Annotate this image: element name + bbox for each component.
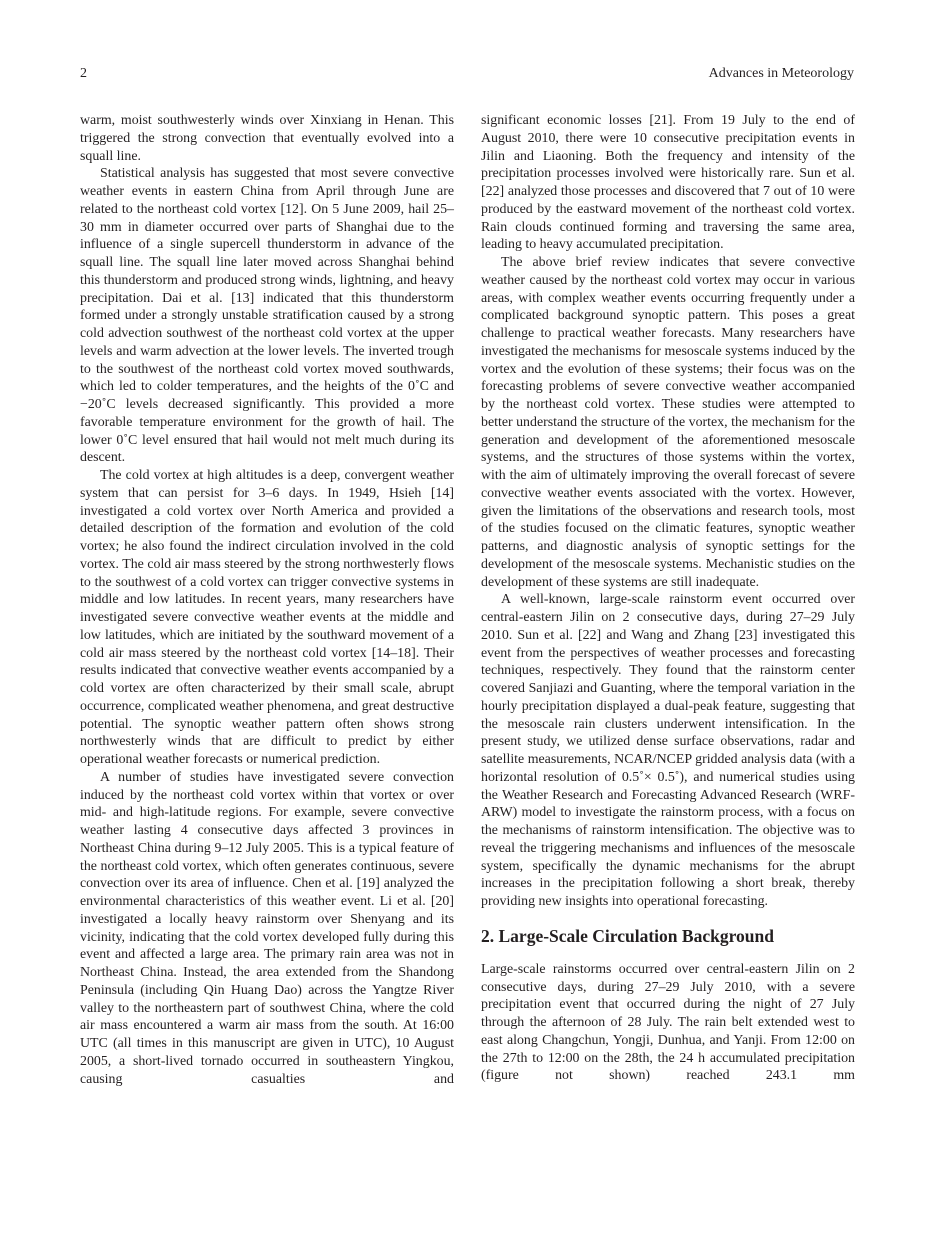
- paragraph: A number of studies have investigated severe convection induced by the northeast cold vortex within that vortex or over mid- and high-latitude regions. For example, severe convective weather lasting 4 consecutive days affected 3 provinces in Northeast China during 9–12 July 2005. This is a typical feature of the northeast cold vortex, which often generates continuous, severe convection over its area of influence. Chen et al. [19] analyzed the environmental characteristics of this weather event. Li et al. [20] investigated a locally heavy rainstorm over Shenyang and its vicinity, indicating that the cold vortex developed fully during this event and affected a large area. The primary rain area was not in Northeast China. Instead, the area extended from the Shandong Peninsula (including Qin Huang Dao) across the Yangtze River valley to the northeastern part of southwest China, where the cold air mass encountered a warm air mass from the south. At 16:00 UTC (all times in this manuscript are given in UTC), 10 August 2005, a short-lived tornado occurred in southeastern Yingkou, causing casualties and: [80, 769, 454, 1087]
- paragraph: Statistical analysis has suggested that most severe convective weather events in eastern China from April through June are related to the northeast cold vortex [12]. On 5 June 2009, hail 25–30 mm in diameter occurred over parts of Shanghai due to the influence of a single supercell thunderstorm in advance of the squall line. The squall line later moved across Shanghai behind this thunderstorm and produced strong winds, lightning, and heavy precipitation. Dai et al. [13] indicated that this thunderstorm formed under a strongly unstable stratification caused by a strong cold advection southwest of the northeast cold vortex at the upper levels and warm advection at the lower levels. The inverted trough to the southwest of the northeast cold vortex moved southwards, which led to colder temperatures, and the heights of the 0˚C and −20˚C levels decreased significantly. This provided a more favorable temperature environment for the growth of hail. The lower 0˚C level ensured that hail would not melt much during its descent.: [80, 166, 454, 466]
- paragraph: warm, moist southwesterly winds over Xinxiang in Henan. This triggered the strong convection that eventually evolved into a squall line.: [80, 113, 454, 164]
- paragraph: A well-known, large-scale rainstorm event occurred over central-eastern Jilin on 2 consecutive days, during 27–29 July 2010. Sun et al. [22] and Wang and Zhang [23] investigated this event from the perspectives of weather processes and forecasting techniques, respectively. They found that the rainstorm center covered Sanjiazi and Guanting, where the temporal variation in the hourly precipitation displayed a dual-peak feature, suggesting that the mesoscale rain clusters underwent intensification. In the present study, we utilized dense surface observations, radar and satellite measurements, NCAR/NCEP gridded analysis data (with a horizontal resolution of 0.5˚× 0.5˚), and numerical studies using the Weather Research and Forecasting Advanced Research (WRF-ARW) model to investigate the rainstorm process, with a focus on the mechanisms of rainstorm intensification. The objective was to reveal the triggering mechanisms and influences of the mesoscale system, specifically the dynamic mechanisms for the abrupt increases in the precipitation following a short break, thereby providing new insights into operational forecasting.: [481, 592, 855, 909]
- paragraph: Large-scale rainstorms occurred over central-eastern Jilin on 2 consecutive days, during 27–29 July 2010, with a severe precipitation event that occurred during the night of 27 July through the afternoon of 28 July. The rain belt extended west to east along Changchun, Yongji, Dunhua, and Yanji. From 12:00 on the 27th to 12:00 on the 28th, the 24 h accumulated precipitation (figure not shown) reached 243.1 mm: [481, 961, 855, 1084]
- paragraph: The above brief review indicates that severe convective weather caused by the northeast cold vortex may occur in various areas, with complex weather events occurring frequently under a complicated background synoptic pattern. This poses a great challenge to practical weather forecasts. Many researchers have investigated the mechanisms for mesoscale systems induced by the vortex and the evolution of these systems; their focus was on the forecasting problems of severe convective weather accompanied by the northeast cold vortex. These studies were attempted to better understand the structure of the vortex, the mechanism for the generation and development of the aforementioned mesoscale systems, and the structures of those systems within the vortex, with the aim of ultimately improving the overall forecast of severe convective weather events associated with the vortex. However, given the limitations of the observations and research tools, most of the studies focused on the climatic features, synoptic weather patterns, and diagnostic analysis of synoptic settings for the development of the mesoscale systems. Mechanistic studies on the development of these systems are still inadequate.: [481, 255, 855, 590]
- running-header-journal: Advances in Meteorology: [708, 66, 854, 81]
- left-column: [80, 112, 454, 1088]
- section-heading: 2. Large-Scale Circulation Background: [481, 925, 774, 946]
- page-number: 2: [80, 66, 87, 81]
- right-column: [481, 112, 855, 1085]
- paragraph: significant economic losses [21]. From 19 July to the end of August 2010, there were 10 consecutive precipitation events in Jilin and Liaoning. Both the frequency and intensity of the precipitation processes involved were historically rare. Sun et al. [22] analyzed those processes and discovered that 7 out of 10 were produced by the eastward movement of the northeast cold vortex. Rain clouds continued forming and traversing the same area, leading to heavy accumulated precipitation.: [481, 113, 855, 253]
- paragraph: The cold vortex at high altitudes is a deep, convergent weather system that can persist for 3–6 days. In 1949, Hsieh [14] investigated a cold vortex over North America and provided a detailed description of the formation and evolution of the cold vortex; he also found the indirect circulation involved in the cold vortex. The cold air mass steered by the strong northwesterly flows to the southwest of a cold vortex can trigger convective systems in middle and low latitudes. In recent years, many researchers have investigated severe convective weather events at the middle and low latitudes, which are initiated by the southward movement of a cold air mass steered by the northeast cold vortex [14–18]. Their results indicated that convective weather events accompanied by a cold vortex are often characterized by their small scale, abrupt occurrence, complicated weather phenomena, and great destructive potential. The synoptic weather pattern often shows strong northwesterly winds that are difficult to predict by either operational weather forecasts or numerical prediction.: [80, 468, 454, 767]
